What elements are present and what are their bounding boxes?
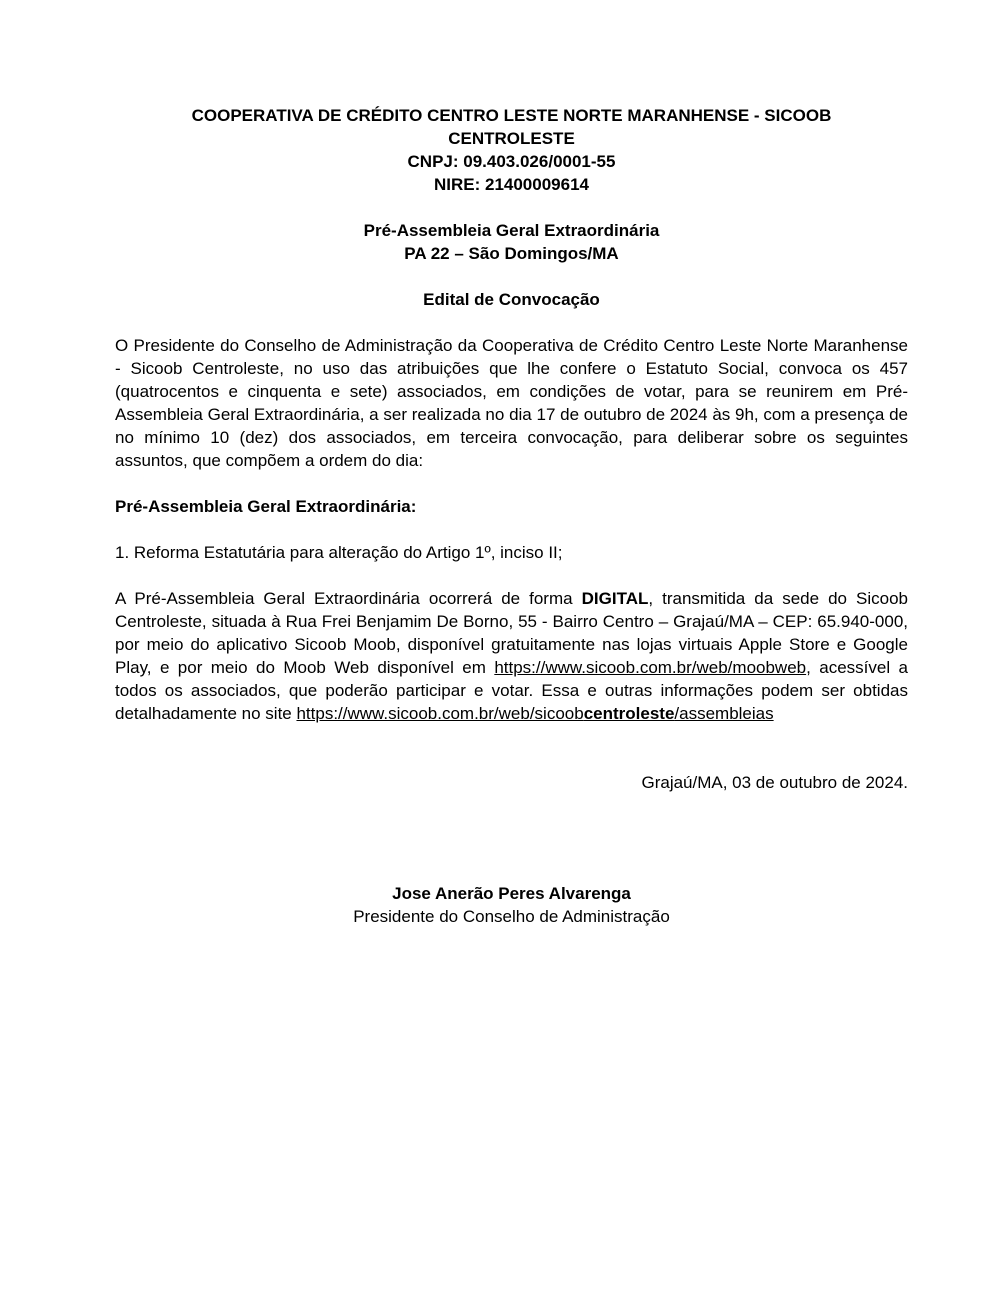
assembly-title-block [115, 219, 908, 265]
assembleias-link-text: /assembleias [674, 704, 774, 723]
digital-emphasis: DIGITAL [581, 589, 649, 608]
edital-heading: Edital de Convocação [423, 290, 600, 309]
assembly-title: Pré-Assembleia Geral Extraordinária [363, 221, 660, 240]
moobweb-link[interactable]: https://www.sicoob.com.br/web/moobweb [494, 658, 807, 677]
assembleias-link[interactable] [296, 704, 773, 723]
coop-title-line-2: CENTROLESTE [448, 129, 575, 148]
document-header [115, 104, 908, 196]
assembly-location: PA 22 – São Domingos/MA [404, 244, 619, 263]
digital-paragraph [115, 587, 908, 725]
digital-paragraph-text: , transmitida da sede do Sicoob Centroleste, situada à Rua Frei Benjamim De Borno, 55 - Bairro Centro – Grajaú/MA – CEP: 65.940-000, por meio do aplicativo Sicoob Moob, disponível gratuitamente nas lojas virtuais Apple Store e Google Play, e por meio do Moob Web disponível em [115, 589, 908, 677]
signature-name: Jose Anerão Peres Alvarenga [392, 884, 631, 903]
date-line: Grajaú/MA, 03 de outubro de 2024. [641, 773, 908, 792]
convocation-paragraph: O Presidente do Conselho de Administração da Cooperativa de Crédito Centro Leste Norte Maranhense - Sicoob Centroleste, no uso das atribuições que lhe confere o Estatuto Social, convoca os 457 (quatrocentos e cinquenta e sete) associados, em condições de votar, para se reunirem em Pré-Assembleia Geral Extraordinária, a ser realizada no dia 17 de outubro de 2024 às 9h, com a presença de no mínimo 10 (dez) dos associados, em terceira convocação, para deliberar sobre os seguintes assuntos, que compõem a ordem do dia: [115, 336, 908, 470]
assembleias-link-bold-text: centroleste [583, 704, 675, 723]
digital-paragraph-text: A Pré-Assembleia Geral Extraordinária ocorrerá de forma [115, 589, 582, 608]
coop-title-line-1: COOPERATIVA DE CRÉDITO CENTRO LESTE NORTE MARANHENSE - SICOOB [191, 106, 832, 125]
signature-role: Presidente do Conselho de Administração [353, 907, 670, 926]
cnpj-text: CNPJ: 09.403.026/0001-55 [407, 152, 616, 171]
digital-paragraph-text: , acessível a todos os associados, que poderão participar e votar. Essa e outras informações podem ser obtidas detalhadamente no site [115, 658, 908, 723]
signature-block [115, 882, 908, 928]
assembleias-link-text: https://www.sicoob.com.br/web/sicoob [296, 704, 584, 723]
agenda-item-1: 1. Reforma Estatutária para alteração do Artigo 1º, inciso II; [115, 543, 563, 562]
agenda-section-heading: Pré-Assembleia Geral Extraordinária: [115, 497, 417, 516]
nire-text: NIRE: 21400009614 [433, 175, 589, 194]
